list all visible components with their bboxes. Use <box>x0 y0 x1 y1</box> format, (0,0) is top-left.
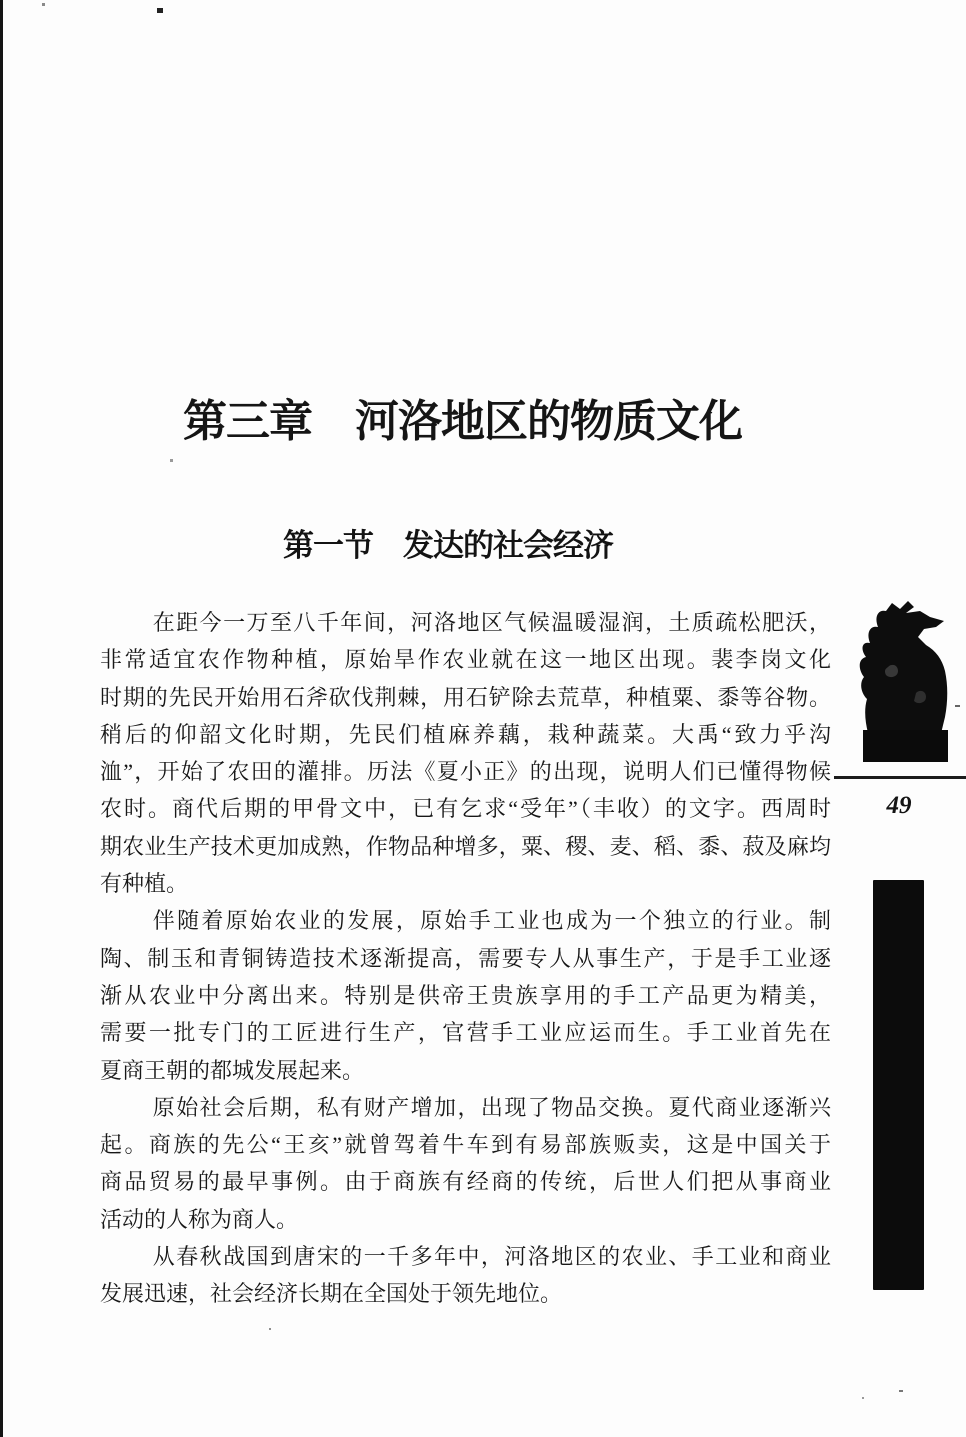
text-line: 起。商族的先公“王亥”就曾驾着牛车到有易部族贩卖，这是中国关于 <box>100 1132 831 1158</box>
section-title: 第一节 发达的社会经济 <box>283 528 613 563</box>
scan-speck <box>269 1328 271 1330</box>
text-line: 洫”，开始了农田的灌排。历法《夏小正》的出现，说明人们已懂得物候 <box>100 759 831 785</box>
text-line: 非常适宜农作物种植，原始旱作农业就在这一地区出现。裴李岗文化 <box>100 647 831 673</box>
scan-speck <box>955 705 960 707</box>
text-line: 稍后的仰韶文化时期，先民们植麻养藕，栽种蔬菜。大禹“致力乎沟 <box>100 721 831 747</box>
folio-rule <box>834 776 966 779</box>
statue-illustration-icon <box>848 597 950 765</box>
text-line: 需要一批专门的工匠进行生产，官营手工业应运而生。手工业首先在 <box>100 1020 831 1046</box>
page-number: 49 <box>886 792 912 819</box>
scan-speck <box>170 459 173 462</box>
text-line: 渐从农业中分离出来。特别是供帝王贵族享用的手工产品更为精美， <box>100 982 831 1008</box>
margin-black-bar <box>873 880 924 1290</box>
text-line: 原始社会后期，私有财产增加，出现了物品交换。夏代商业逐渐兴 <box>152 1094 831 1120</box>
text-line: 夏商王朝的都城发展起来。 <box>100 1057 365 1083</box>
text-line: 在距今一万至八千年间，河洛地区气候温暖湿润，土质疏松肥沃， <box>152 610 831 635</box>
text-line: 伴随着原始农业的发展，原始手工业也成为一个独立的行业。制 <box>152 908 831 934</box>
chapter-title: 第三章 河洛地区的物质文化 <box>183 397 742 446</box>
scan-speck <box>899 1390 903 1392</box>
scan-edge-artifact <box>0 0 3 1437</box>
text-line: 时期的先民开始用石斧砍伐荆棘，用石铲除去荒草，种植粟、黍等谷物。 <box>100 684 831 710</box>
text-line: 活动的人称为商人。 <box>100 1206 299 1232</box>
scan-speck <box>862 1397 864 1399</box>
text-line: 有种植。 <box>100 871 189 897</box>
text-line: 陶、制玉和青铜铸造技术逐渐提高，需要专人从事生产，于是手工业逐 <box>100 945 831 971</box>
scan-speck <box>157 8 163 13</box>
body-text <box>100 604 831 1313</box>
text-line: 商品贸易的最早事例。由于商族有经商的传统，后世人们把从事商业 <box>100 1169 831 1195</box>
text-line: 期农业生产技术更加成熟，作物品种增多，粟、稷、麦、稻、黍、菽及麻均 <box>100 833 831 859</box>
text-line: 发展迅速，社会经济长期在全国处于领先地位。 <box>100 1281 563 1307</box>
scan-speck <box>42 3 45 6</box>
text-line: 从春秋战国到唐宋的一千多年中，河洛地区的农业、手工业和商业 <box>152 1244 831 1270</box>
text-line: 农时。商代后期的甲骨文中，已有乞求“受年”（丰收）的文字。西周时 <box>100 796 831 822</box>
